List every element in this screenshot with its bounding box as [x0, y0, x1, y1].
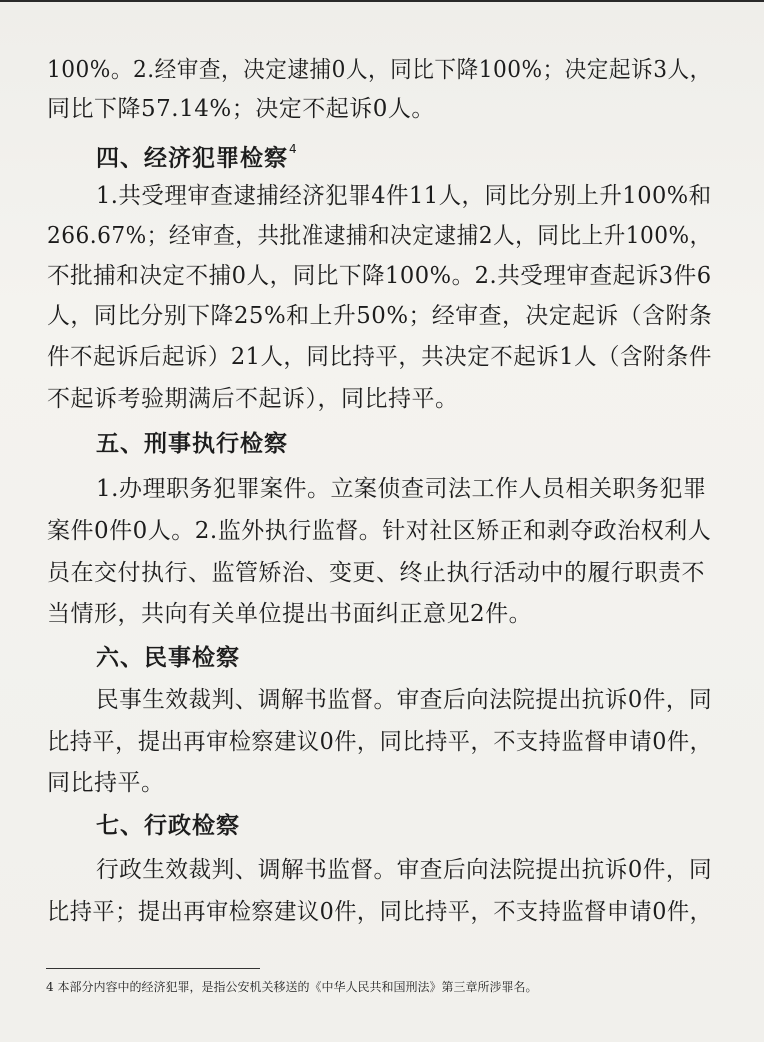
- section-heading-economic-crime: 四、经济犯罪检察$^4$: [96, 142, 298, 172]
- section-heading-civil: 六、民事检察: [96, 645, 240, 671]
- body-text-line: 同比下降57.14%；决定不起诉0人。: [47, 96, 435, 122]
- footnote-divider: [46, 968, 260, 969]
- body-text-line: 行政生效裁判、调解书监督。审查后向法院提出抗诉0件，同: [96, 857, 713, 883]
- body-text-line: 不批捕和决定不捕0人，同比下降100%。2.共受理审查起诉3件6: [47, 263, 712, 289]
- section-heading-administrative: 七、行政检察: [96, 813, 240, 839]
- section-heading-criminal-execution: 五、刑事执行检察: [96, 431, 288, 457]
- body-text-line: 当情形，共向有关单位提出书面纠正意见2件。: [47, 601, 533, 627]
- body-text-line: 案件0件0人。2.监外执行监督。针对社区矫正和剥夺政治权利人: [47, 518, 712, 544]
- footnote-text: 4 本部分内容中的经济犯罪，是指公安机关移送的《中华人民共和国刑法》第三章所涉罪名。: [46, 980, 538, 994]
- body-text-line: 人，同比分别下降25%和上升50%；经审查，决定起诉（含附条: [47, 303, 713, 329]
- body-text-line: 比持平；提出再审检察建议0件，同比持平，不支持监督申请0件，: [47, 899, 713, 925]
- body-text-line: 1.共受理审查逮捕经济犯罪4件11人，同比分别上升100%和: [96, 183, 712, 209]
- body-text-line: 不起诉考验期满后不起诉），同比持平。: [47, 386, 459, 412]
- body-text-line: 1.办理职务犯罪案件。立案侦查司法工作人员相关职务犯罪: [96, 476, 707, 502]
- body-text-line: 员在交付执行、监管矫治、变更、终止执行活动中的履行职责不: [47, 560, 705, 586]
- body-text-line: 比持平，提出再审检察建议0件，同比持平，不支持监督申请0件，: [47, 729, 713, 755]
- body-text-line: 民事生效裁判、调解书监督。审查后向法院提出抗诉0件，同: [96, 687, 713, 713]
- body-text-line: 同比持平。: [47, 770, 165, 796]
- body-text-line: 件不起诉后起诉）21人，同比持平，共决定不起诉1人（含附条件: [47, 344, 712, 370]
- top-border-line: [0, 0, 764, 2]
- body-text-line: 100%。2.经审查，决定逮捕0人，同比下降100%；决定起诉3人，: [47, 57, 712, 83]
- body-text-line: 266.67%；经审查，共批准逮捕和决定逮捕2人，同比上升100%，: [47, 223, 712, 249]
- footnote-marker: 4: [289, 142, 298, 156]
